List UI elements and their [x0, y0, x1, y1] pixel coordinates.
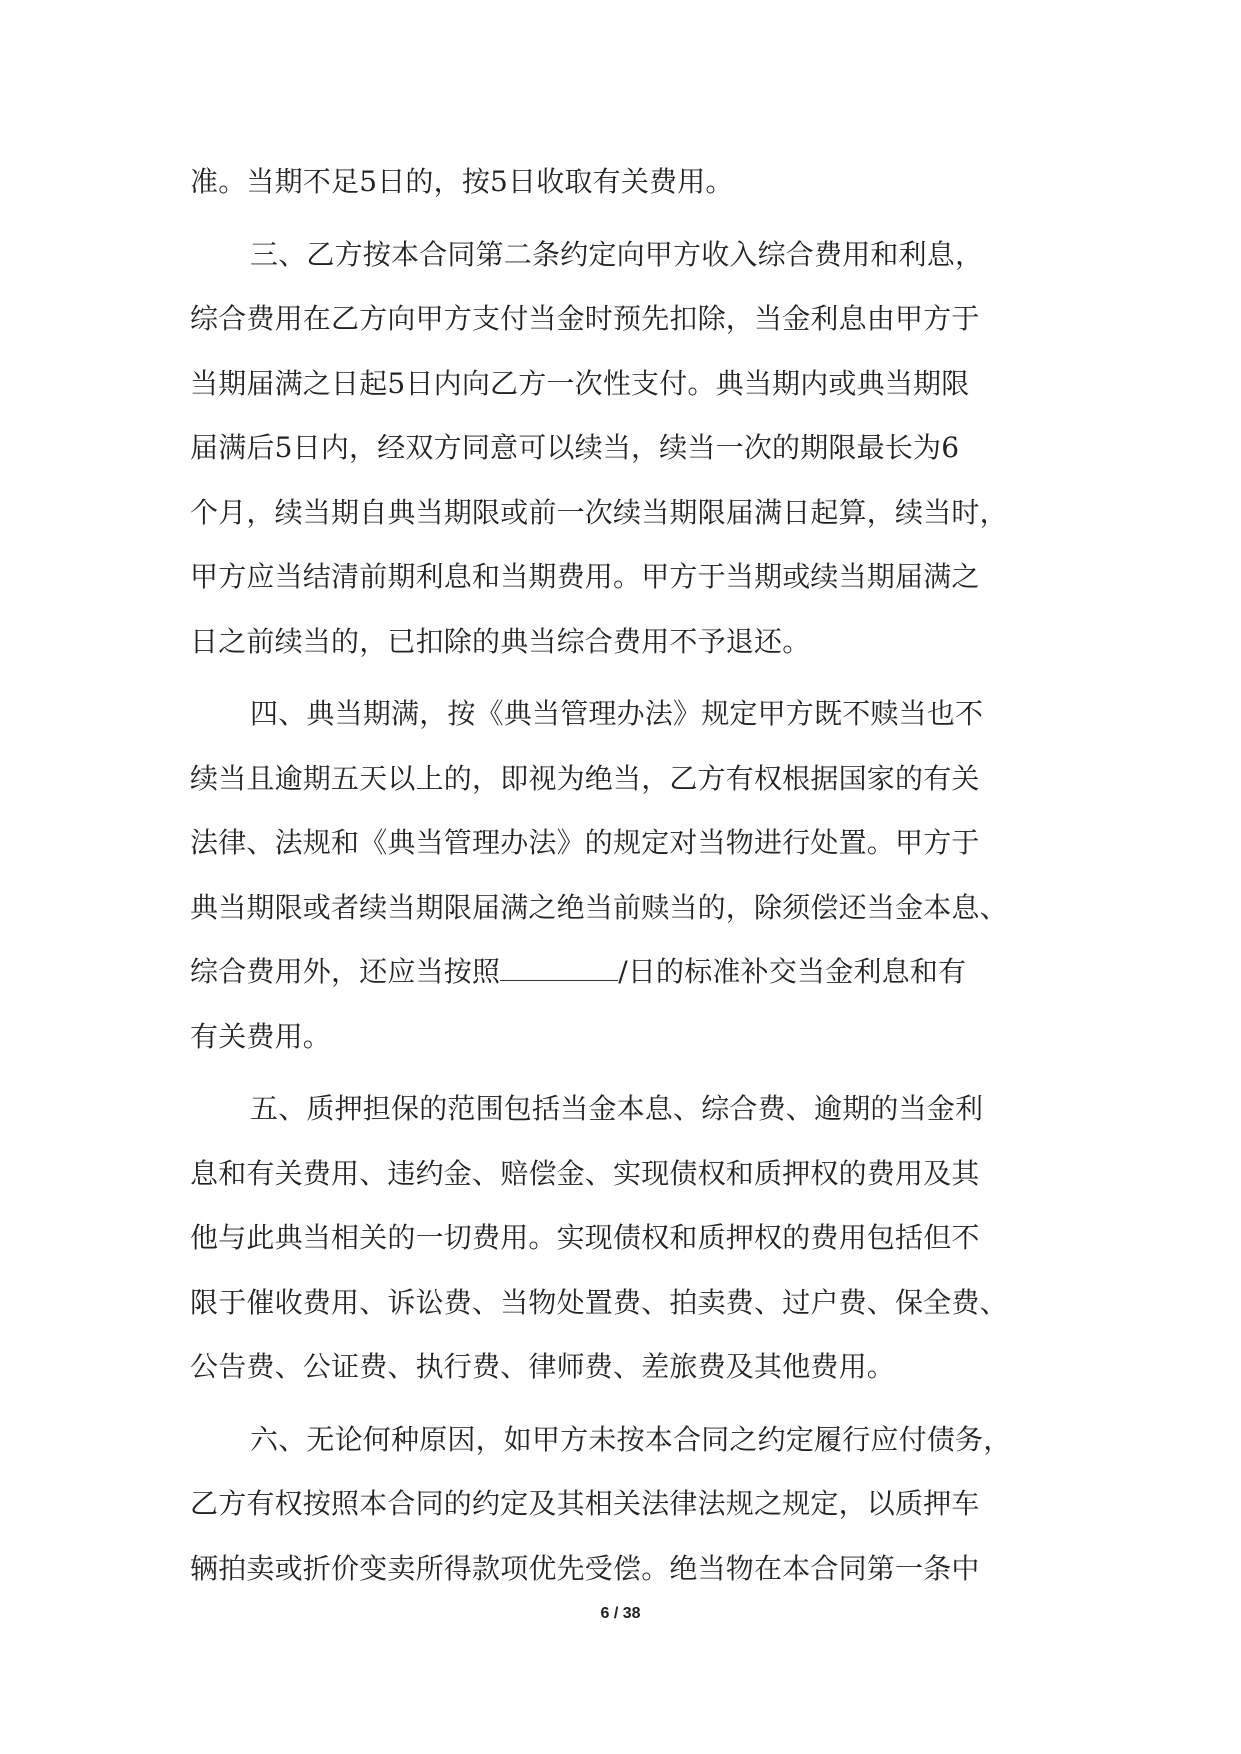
clause-5-line-1: 五、质押担保的范围包括当金本息、综合费、逾期的当金利	[250, 1092, 984, 1125]
clause-4-line-3: 法律、法规和《典当管理办法》的规定对当物进行处置。甲方于	[190, 826, 980, 859]
clause-4-line-1: 四、典当期满，按《典当管理办法》规定甲方既不赎当也不	[250, 697, 984, 730]
clause-3-line-5: 个月，续当期自典当期限或前一次续当期限届满日起算，续当时，	[190, 495, 1008, 529]
clause-6-line-2: 乙方有权按照本合同的约定及其相关法律法规之规定，以质押车	[190, 1487, 980, 1520]
clause-3-line-1: 三、乙方按本合同第二条约定向甲方收入综合费用和利息，	[250, 237, 984, 271]
clause-4-line-2: 续当且逾期五天以上的，即视为绝当，乙方有权根据国家的有关	[190, 761, 980, 795]
clause-5-line-5: 公告费、公证费、执行费、律师费、差旅费及其他费用。	[190, 1350, 896, 1383]
clause-4-line-5-prefix: 综合费用外，还应当按照	[190, 955, 501, 988]
page-number: 6 / 38	[600, 1605, 641, 1622]
paragraph-2-continued-line: 准。当期不足5日的，按5日收取有关费用。	[190, 165, 734, 198]
clause-4-line-5	[190, 940, 1060, 1005]
clause-3-line-6: 甲方应当结清前期利息和当期费用。甲方于当期或续当期届满之	[190, 560, 980, 593]
clause-4-line-4: 典当期限或者续当期限届满之绝当前赎当的，除须偿还当金本息、	[190, 890, 1008, 924]
clause-3-line-3: 当期届满之日起5日内向乙方一次性支付。典当期内或典当期限	[190, 366, 970, 400]
fill-in-blank	[500, 954, 618, 981]
document-body	[190, 150, 1060, 1601]
clause-6-line-1: 六、无论何种原因，如甲方未按本合同之约定履行应付债务，	[250, 1422, 1012, 1456]
clause-3-line-7: 日之前续当的，已扣除的典当综合费用不予退还。	[190, 624, 811, 658]
clause-3-line-4: 届满后5日内，经双方同意可以续当，续当一次的期限最长为6	[190, 431, 960, 464]
clause-5-line-4: 限于催收费用、诉讼费、当物处置费、拍卖费、过户费、保全费、	[190, 1285, 1008, 1319]
clause-4-line-5-suffix: /日的标准补交当金利息和有	[618, 955, 967, 988]
clause-4-line-6: 有关费用。	[190, 1019, 332, 1053]
clause-5-line-2: 息和有关费用、违约金、赔偿金、实现债权和质押权的费用及其	[190, 1156, 980, 1190]
clause-6-line-3: 辆拍卖或折价变卖所得款项优先受偿。绝当物在本合同第一条中	[190, 1551, 980, 1585]
clause-3-line-2: 综合费用在乙方向甲方支付当金时预先扣除，当金利息由甲方于	[190, 302, 980, 335]
clause-5-line-3: 他与此典当相关的一切费用。实现债权和质押权的费用包括但不	[190, 1221, 980, 1254]
